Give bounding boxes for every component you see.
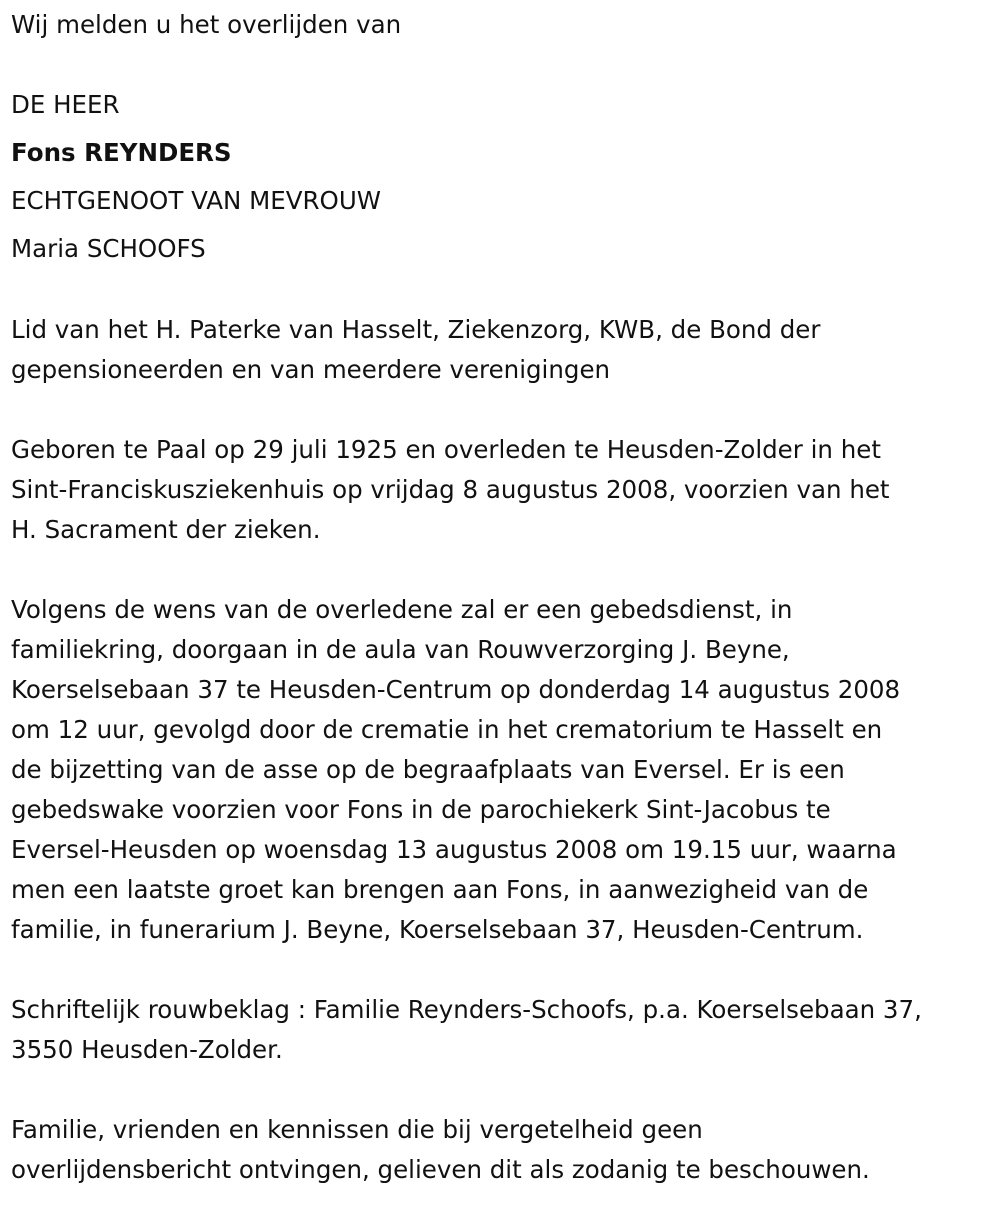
paragraph-line: Schriftelijk rouwbeklag : Familie Reynders-Schoofs, p.a. Koerselsebaan 37, — [11, 995, 922, 1024]
deceased-name: Fons REYNDERS — [11, 138, 232, 167]
paragraph-line: 3550 Heusden-Zolder. — [11, 1035, 283, 1064]
relation-label: ECHTGENOOT VAN MEVROUW — [11, 186, 382, 215]
paragraph-line: Familie, vrienden en kennissen die bij vergetelheid geen — [11, 1115, 703, 1144]
paragraph-line: gepensioneerden en van meerdere verenigingen — [11, 355, 611, 384]
spouse-name: Maria SCHOOFS — [11, 234, 206, 263]
paragraph-line: familiekring, doorgaan in de aula van Rouwverzorging J. Beyne, — [11, 635, 790, 664]
paragraph-line: Geboren te Paal op 29 juli 1925 en overleden te Heusden-Zolder in het — [11, 435, 881, 464]
paragraph-line: Sint-Franciskusziekenhuis op vrijdag 8 augustus 2008, voorzien van het — [11, 475, 890, 504]
paragraph-line: Volgens de wens van de overledene zal er een gebedsdienst, in — [11, 595, 793, 624]
paragraph-line: Koerselsebaan 37 te Heusden-Centrum op donderdag 14 augustus 2008 — [11, 675, 901, 704]
intro-text: Wij melden u het overlijden van — [11, 10, 402, 39]
paragraph-line: Eversel-Heusden op woensdag 13 augustus 2008 om 19.15 uur, waarna — [11, 835, 897, 864]
paragraph-line: gebedswake voorzien voor Fons in de parochiekerk Sint-Jacobus te — [11, 795, 831, 824]
paragraph-line: overlijdensbericht ontvingen, gelieven dit als zodanig te beschouwen. — [11, 1155, 870, 1184]
paragraph-line: om 12 uur, gevolgd door de crematie in het crematorium te Hasselt en — [11, 715, 883, 744]
paragraph-line: men een laatste groet kan brengen aan Fons, in aanwezigheid van de — [11, 875, 869, 904]
paragraph-line: familie, in funerarium J. Beyne, Koerselsebaan 37, Heusden-Centrum. — [11, 915, 864, 944]
paragraph-line: Lid van het H. Paterke van Hasselt, Ziekenzorg, KWB, de Bond der — [11, 315, 821, 344]
paragraph-line: de bijzetting van de asse op de begraafplaats van Eversel. Er is een — [11, 755, 845, 784]
paragraph-line: H. Sacrament der zieken. — [11, 515, 321, 544]
title-prefix: DE HEER — [11, 90, 120, 119]
